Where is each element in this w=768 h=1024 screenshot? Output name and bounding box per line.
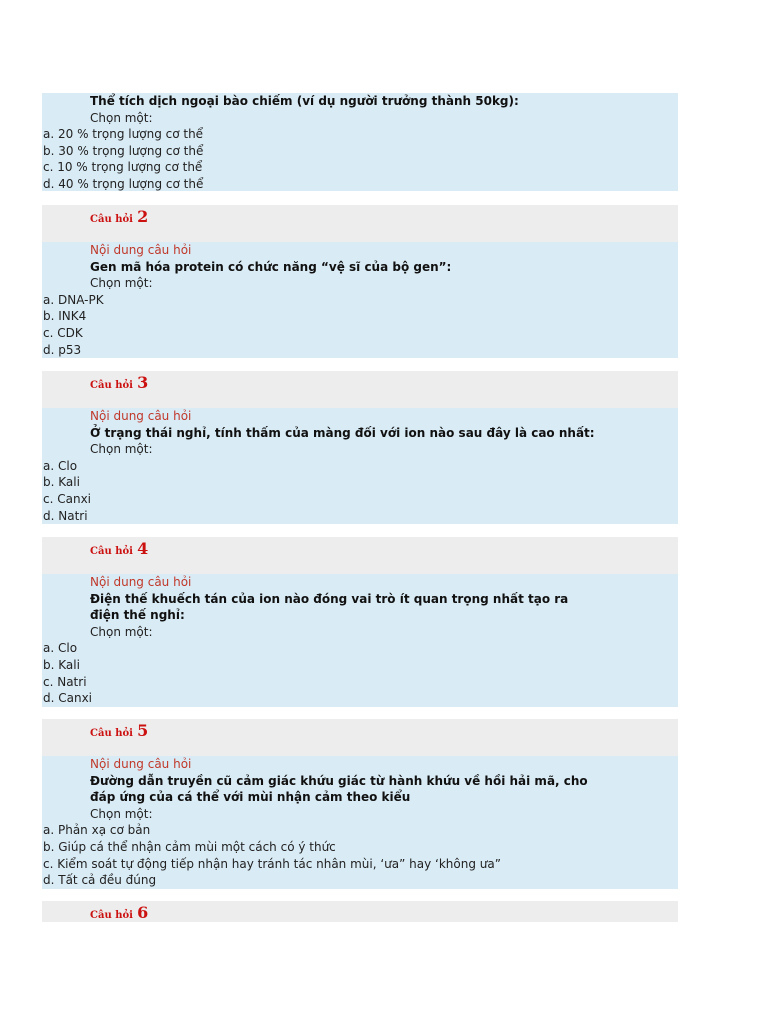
question-4-number-label: Câu hỏi 4	[90, 539, 149, 558]
answer-option[interactable]: a. Clo	[43, 641, 78, 656]
question-4-header	[42, 537, 678, 574]
answer-option[interactable]: d. Canxi	[43, 691, 93, 706]
question-1-text: Thể tích dịch ngoại bào chiếm (ví dụ người trưởng thành 50kg):	[90, 94, 519, 108]
question-3-body	[42, 408, 678, 524]
answer-option[interactable]: b. Giúp cá thể nhận cảm mùi một cách có ý thức	[43, 839, 336, 854]
answer-option[interactable]: b. Kali	[43, 475, 80, 490]
question-5-text: Đường dẫn truyền cũ cảm giác khứu giác từ hành khứu về hồi hải mã, cho đáp ứng của cá thể với mùi nhận cảm theo kiểu	[90, 773, 588, 805]
question-5-number-label: Câu hỏi 5	[90, 721, 149, 740]
question-4-text: Điện thế khuếch tán của ion nào đóng vai trò ít quan trọng nhất tạo ra điện thế nghỉ:	[90, 591, 569, 623]
question-3-text: Ở trạng thái nghỉ, tính thấm của màng đối với ion nào sau đây là cao nhất:	[90, 425, 595, 440]
answer-option[interactable]: b. Kali	[43, 657, 80, 672]
choose-one-label: Chọn một:	[90, 110, 153, 125]
answer-option[interactable]: c. CDK	[43, 325, 83, 340]
answer-option[interactable]: c. 10 % trọng lượng cơ thể	[43, 160, 203, 175]
answer-option[interactable]: d. Tất cả đều đúng	[43, 873, 157, 888]
choose-one-label: Chọn một:	[90, 276, 153, 291]
choose-one-label: Chọn một:	[90, 442, 153, 457]
question-5-header	[42, 719, 678, 756]
choose-one-label: Chọn một:	[90, 624, 153, 639]
answer-option[interactable]: d. p53	[43, 342, 82, 357]
question-4-body	[42, 574, 678, 707]
answer-option[interactable]: c. Natri	[43, 674, 87, 689]
question-1-body	[42, 93, 678, 191]
question-content-label: Nội dung câu hỏi	[90, 575, 192, 589]
answer-option[interactable]: a. DNA-PK	[43, 292, 104, 307]
answer-option[interactable]: c. Canxi	[43, 491, 91, 506]
question-6-header	[42, 901, 678, 922]
question-2-body	[42, 242, 678, 358]
question-2-header	[42, 205, 678, 242]
answer-option[interactable]: d. 40 % trọng lượng cơ thể	[43, 176, 204, 191]
answer-option[interactable]: d. Natri	[43, 508, 88, 523]
question-3-number-label: Câu hỏi 3	[90, 373, 149, 392]
answer-option[interactable]: a. Clo	[43, 458, 78, 473]
answer-option[interactable]: a. 20 % trọng lượng cơ thể	[43, 127, 204, 142]
answer-option[interactable]: b. 30 % trọng lượng cơ thể	[43, 143, 204, 158]
question-content-label: Nội dung câu hỏi	[90, 243, 192, 257]
question-2-number-label: Câu hỏi 2	[90, 207, 149, 226]
question-content-label: Nội dung câu hỏi	[90, 757, 192, 771]
answer-option[interactable]: c. Kiểm soát tự động tiếp nhận hay tránh tác nhân mùi, ‘ưa” hay ‘không ưa”	[43, 856, 501, 871]
question-2-text: Gen mã hóa protein có chức năng “vệ sĩ của bộ gen”:	[90, 259, 452, 274]
question-3-header	[42, 371, 678, 408]
answer-option[interactable]: a. Phản xạ cơ bản	[43, 823, 151, 838]
choose-one-label: Chọn một:	[90, 806, 153, 821]
question-content-label: Nội dung câu hỏi	[90, 409, 192, 423]
answer-option[interactable]: b. INK4	[43, 309, 87, 324]
question-6-number-label: Câu hỏi 6	[90, 903, 149, 922]
question-5-body	[42, 756, 678, 889]
